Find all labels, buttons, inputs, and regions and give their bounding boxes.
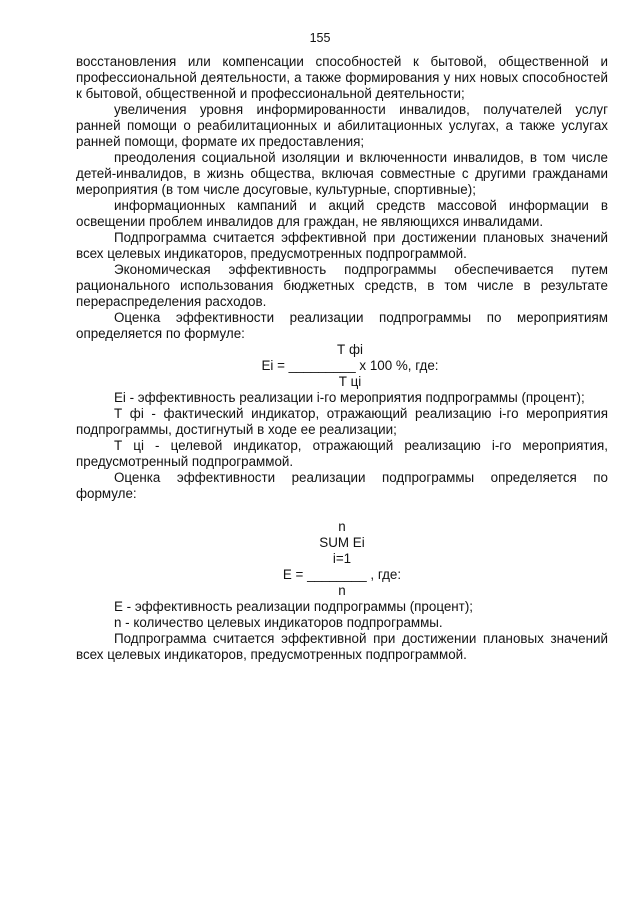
formula-efficiency-per-measure [92, 342, 608, 390]
formula-equation: E = ________ , где: [282, 567, 402, 582]
formula-sum-index: i=1 [332, 551, 352, 566]
paragraph: Т цi - целевой индикатор, отражающий реализацию i-го мероприятия, предусмотренный подпрограммой. [76, 438, 608, 469]
paragraph: Подпрограмма считается эффективной при достижении плановых значений всех целевых индикаторов, предусмотренных подпрограммой. [76, 631, 608, 662]
formula-equation: Ei = _________ х 100 %, где: [261, 358, 439, 373]
paragraph: Оценка эффективности реализации подпрограммы по мероприятиям определяется по формуле: [76, 310, 608, 341]
formula-sum: SUM Ei [319, 535, 365, 550]
page-number: 155 [309, 31, 331, 45]
paragraph: преодоления социальной изоляции и включенности инвалидов, в том числе детей-инвалидов, в жизнь общества, включая совместные с другими гражданами мероприятия (в том числе досуговые, культурные, спортивные); [76, 150, 608, 197]
paragraph: Оценка эффективности реализации подпрограммы определяется по формуле: [76, 470, 608, 501]
paragraph: Экономическая эффективность подпрограммы обеспечивается путем рационального использования бюджетных средств, в том числе в результате перераспределения расходов. [76, 262, 608, 309]
body-text [76, 54, 608, 663]
paragraph: n - количество целевых индикаторов подпрограммы. [114, 615, 443, 630]
paragraph: E - эффективность реализации подпрограммы (процент); [114, 599, 473, 614]
formula-efficiency-total [76, 519, 608, 599]
formula-denominator: n [338, 583, 346, 598]
paragraph: Т фi - фактический индикатор, отражающий реализацию i-го мероприятия подпрограммы, достигнутый в ходе ее реализации; [76, 406, 608, 437]
paragraph: восстановления или компенсации способностей к бытовой, общественной и профессиональной деятельности, а также формирования у них новых способностей к бытовой, общественной и профессиональной деятельности; [76, 54, 608, 101]
formula-sum-upper-limit: n [338, 519, 346, 534]
paragraph: увеличения уровня информированности инвалидов, получателей услуг ранней помощи о реабилитационных и абилитационных услугах, а также услугах ранней помощи, формате их предоставления; [76, 102, 608, 149]
paragraph: информационных кампаний и акций средств массовой информации в освещении проблем инвалидов для граждан, не являющихся инвалидами. [76, 198, 608, 229]
paragraph: Подпрограмма считается эффективной при достижении плановых значений всех целевых индикаторов, предусмотренных подпрограммой. [76, 230, 608, 261]
paragraph: Ei - эффективность реализации i-го мероприятия подпрограммы (процент); [114, 390, 585, 405]
formula-denominator: Т цi [338, 374, 362, 389]
formula-numerator: Т фi [337, 342, 363, 357]
